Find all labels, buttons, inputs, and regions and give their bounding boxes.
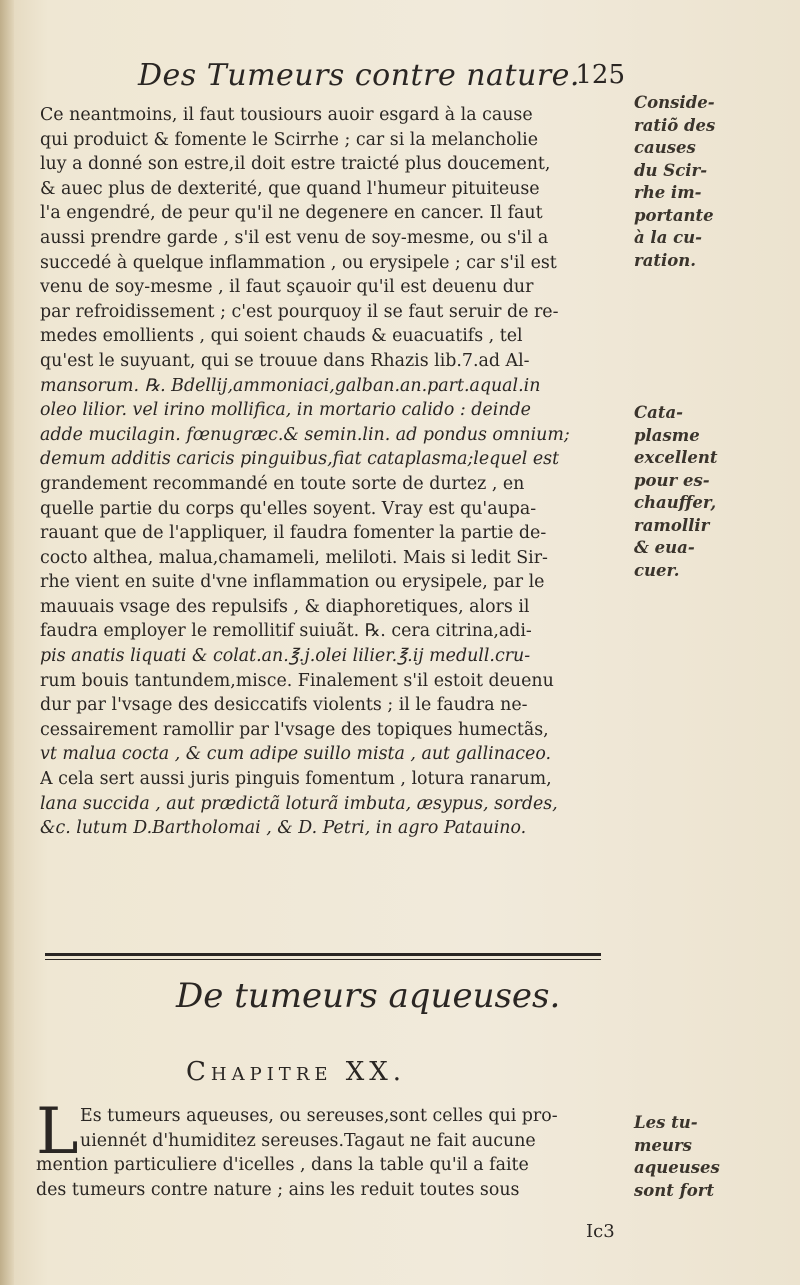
running-title: Des Tumeurs contre nature.	[138, 58, 580, 93]
section-divider	[45, 953, 601, 956]
text-line: faudra employer le remollitif suiuãt. ℞. cera citrina,adi-	[40, 621, 532, 642]
text-line: dur par l'vsage des desiccatifs violents ; il le faudra ne-	[40, 695, 528, 716]
margin-line: excellent	[634, 448, 718, 467]
margin-line: causes	[634, 138, 696, 157]
text-line: pis anatis liquati & colat.an.℥.j.olei lilier.℥.ij medull.cru-	[40, 646, 531, 667]
margin-note-aqueuses	[634, 1112, 796, 1202]
main-text	[40, 103, 622, 841]
text-line: rhe vient en suite d'vne inflammation ou erysipele, par le	[40, 572, 545, 593]
text-line: quelle partie du corps qu'elles soyent. Vray est qu'aupa-	[40, 498, 537, 519]
margin-line: chauffer,	[634, 493, 717, 512]
text-line: rum bouis tantundem,misce. Finalement s'il estoit deuenu	[40, 670, 554, 691]
margin-line: sont fort	[634, 1180, 715, 1200]
section-title: De tumeurs aqueuses.	[176, 976, 561, 1016]
margin-line: ramollir	[634, 515, 710, 535]
text-line: cocto althea, malua,chamameli, meliloti. Mais si ledit Sir-	[40, 547, 548, 568]
chapter-text	[36, 1104, 622, 1202]
margin-line: à la cu-	[634, 228, 703, 247]
signature-mark: Ic3	[586, 1221, 615, 1242]
margin-line: du Scir-	[634, 160, 708, 180]
margin-note-cataplasme	[634, 402, 796, 582]
margin-line: pour es-	[634, 470, 710, 490]
margin-line: rhe im-	[634, 183, 702, 202]
text-line: & auec plus de dexterité, que quand l'humeur pituiteuse	[40, 178, 540, 199]
margin-line: Les tu-	[634, 1113, 698, 1132]
drop-cap: L	[36, 1095, 79, 1169]
margin-line: Conside-	[634, 93, 715, 112]
margin-line: ratiõ des	[634, 115, 716, 135]
text-line: uiennét d'humiditez sereuses.Tagaut ne fait aucune	[80, 1130, 536, 1151]
text-line: mention particuliere d'icelles , dans la table qu'il a faite	[36, 1155, 529, 1176]
page-number: 125	[575, 60, 625, 90]
margin-line: & eua-	[634, 538, 695, 557]
text-line: Es tumeurs aqueuses, ou sereuses,sont celles qui pro-	[80, 1106, 558, 1126]
text-line: aussi prendre garde , s'il est venu de soy-mesme, ou s'il a	[40, 227, 549, 248]
text-line: cessairement ramollir par l'vsage des topiques humectãs,	[40, 719, 549, 740]
text-line: luy a donné son estre,il doit estre traicté plus doucement,	[40, 154, 551, 175]
margin-line: ration.	[634, 250, 697, 270]
margin-line: aqueuses	[634, 1158, 720, 1177]
text-line: vt malua cocta , & cum adipe suillo mista , aut gallinaceo.	[40, 744, 552, 765]
text-line: rauant que de l'appliquer, il faudra fomenter la partie de-	[40, 523, 547, 544]
page-gutter	[0, 0, 14, 1285]
margin-line: cuer.	[634, 560, 680, 580]
text-line: succedé à quelque inflammation , ou erysipele ; car s'il est	[40, 252, 557, 273]
section-divider	[45, 959, 601, 960]
margin-line: Cata-	[634, 403, 683, 422]
margin-line: plasme	[634, 425, 700, 445]
margin-line: portante	[634, 205, 714, 225]
text-line: mauuais vsage des repulsifs , & diaphoretiques, alors il	[40, 596, 530, 617]
text-line: medes emollients , qui soient chauds & euacuatifs , tel	[40, 326, 523, 347]
text-line: oleo lilior. vel irino mollifica, in mortario calido : deinde	[40, 400, 531, 421]
text-line: mansorum. ℞. Bdellij,ammoniaci,galban.an.part.aqual.in	[40, 375, 541, 396]
text-line: des tumeurs contre nature ; ains les reduit toutes sous	[36, 1179, 520, 1200]
text-line: Ce neantmoins, il faut tousiours auoir esgard à la cause	[40, 105, 533, 125]
text-line: lana succida , aut prædictã loturã imbuta, æsypus, sordes,	[40, 793, 558, 814]
text-line: &c. lutum D.Bartholomai , & D. Petri, in agro Patauino.	[40, 818, 527, 839]
text-line: par refroidissement ; c'est pourquoy il se faut seruir de re-	[40, 301, 559, 322]
text-line: l'a engendré, de peur qu'il ne degenere en cancer. Il faut	[40, 203, 543, 224]
chapter-heading: Chapitre XX.	[186, 1057, 407, 1087]
text-line: adde mucilagin. fœnugræc.& semin.lin. ad pondus omnium;	[40, 424, 570, 445]
margin-note-causes	[634, 92, 796, 272]
text-line: qu'est le suyuant, qui se trouue dans Rhazis lib.7.ad Al-	[40, 350, 530, 371]
margin-line: meurs	[634, 1135, 692, 1155]
page-header	[60, 58, 625, 100]
text-line: qui produict & fomente le Scirrhe ; car si la melancholie	[40, 129, 538, 150]
text-line: demum additis caricis pinguibus,fiat cataplasma;lequel est	[40, 449, 560, 470]
text-line: venu de soy-mesme , il faut sçauoir qu'il est deuenu dur	[40, 277, 534, 298]
text-line: A cela sert aussi juris pinguis fomentum , lotura ranarum,	[40, 769, 552, 790]
text-line: grandement recommandé en toute sorte de durtez , en	[40, 473, 525, 494]
